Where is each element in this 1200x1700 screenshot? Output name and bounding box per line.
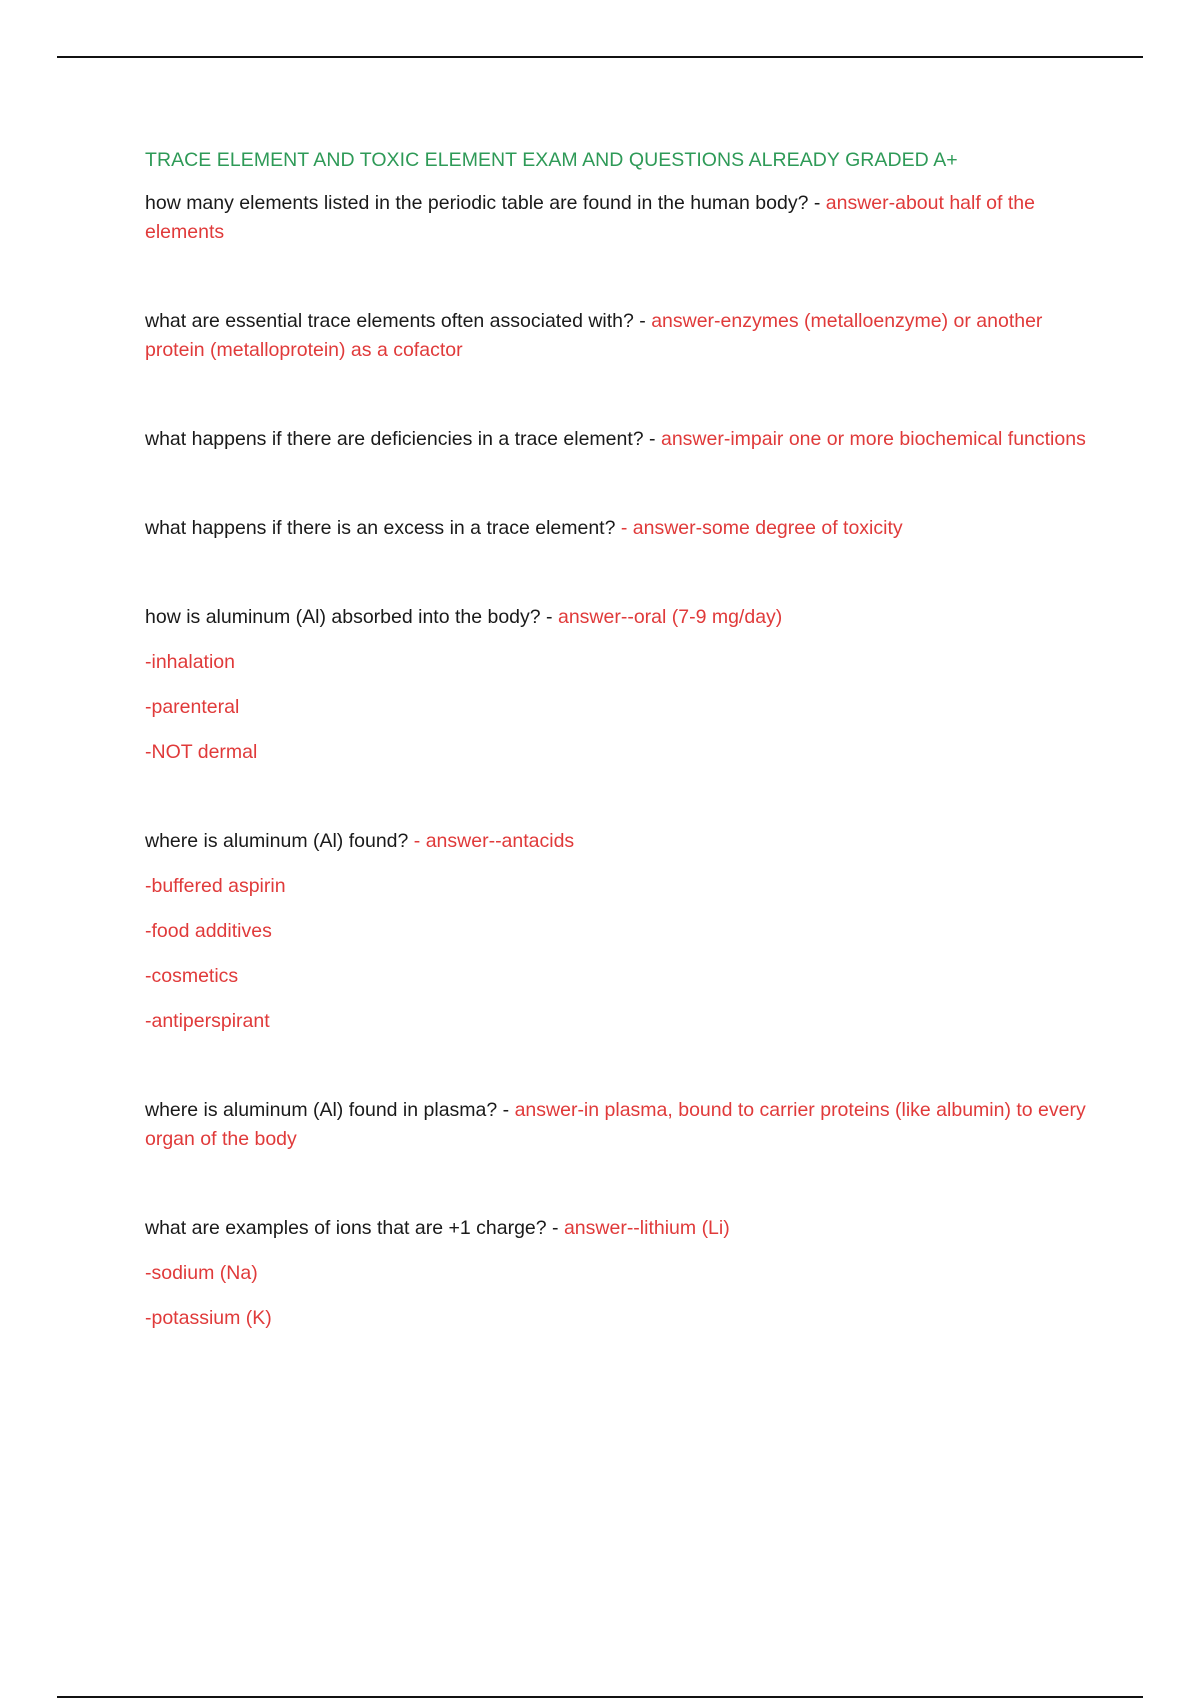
question-text: what are essential trace elements often associated with? - [145, 310, 652, 332]
qa-line [145, 827, 1090, 856]
answer-text: answer--oral (7-9 mg/day) [557, 606, 783, 628]
question-text: what are examples of ions that are +1 charge? - [145, 1217, 564, 1239]
question-text: where is aluminum (Al) found in plasma? - [145, 1099, 515, 1121]
answer-text: answer-impair one or more biochemical functions [660, 428, 1086, 450]
qa-item [145, 514, 1090, 543]
document-body [145, 146, 1090, 1333]
answer-text: answer-about half of the elements [145, 192, 1035, 243]
header-rule [57, 56, 1143, 58]
answer-list-item: -cosmetics [145, 965, 239, 987]
qa-line [145, 514, 1090, 543]
answer-list-item: -parenteral [145, 696, 240, 718]
answer-text: answer--lithium (Li) [563, 1217, 730, 1239]
qa-item [145, 425, 1090, 454]
answer-list-item: -potassium (K) [145, 1307, 272, 1329]
qa-line [145, 1096, 1090, 1154]
answer-list-item: -food additives [145, 920, 272, 942]
qa-item [145, 189, 1090, 247]
question-text: how is aluminum (Al) absorbed into the body? - [145, 606, 558, 628]
footer-rule [57, 1696, 1143, 1698]
answer-text: - answer--antacids [413, 830, 575, 852]
answer-list-item: -antiperspirant [145, 1010, 270, 1032]
question-text: where is aluminum (Al) found? [145, 830, 414, 852]
answer-text: - answer-some degree of toxicity [620, 517, 903, 539]
qa-line [145, 603, 1090, 632]
answer-text: answer-in plasma, bound to carrier proteins (like albumin) to every organ of the body [145, 1099, 1086, 1150]
answer-list-item: -sodium (Na) [145, 1262, 258, 1284]
document-title: TRACE ELEMENT AND TOXIC ELEMENT EXAM AND QUESTIONS ALREADY GRADED A+ [145, 149, 958, 171]
question-text: how many elements listed in the periodic table are found in the human body? - [145, 192, 826, 214]
qa-line [145, 425, 1090, 454]
qa-line [145, 307, 1090, 365]
answer-text: answer-enzymes (metalloenzyme) or another protein (metalloprotein) as a cofactor [145, 310, 1043, 361]
qa-line [145, 189, 1090, 247]
qa-item [145, 307, 1090, 365]
answer-list-item: -NOT dermal [145, 741, 258, 763]
qa-item [145, 1214, 1090, 1333]
qa-item [145, 603, 1090, 767]
answer-list-item: -inhalation [145, 651, 235, 673]
qa-line [145, 1214, 1090, 1243]
question-text: what happens if there are deficiencies in a trace element? - [145, 428, 661, 450]
question-text: what happens if there is an excess in a trace element? [145, 517, 621, 539]
answer-list-item: -buffered aspirin [145, 875, 286, 897]
qa-item [145, 1096, 1090, 1154]
qa-item [145, 827, 1090, 1036]
